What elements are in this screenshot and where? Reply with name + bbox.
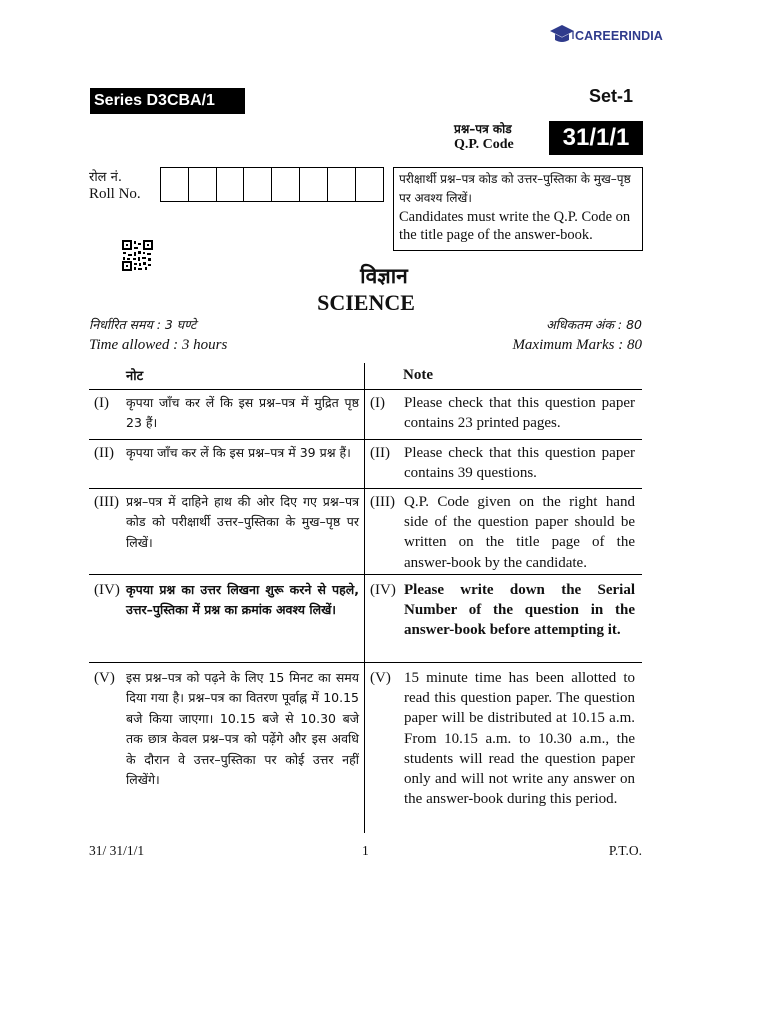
subject-title-hindi: विज्ञान	[360, 264, 408, 288]
note-number: (V)	[370, 670, 391, 686]
time-allowed-hindi: निर्धारित समय : 3 घण्टे	[89, 317, 197, 332]
note-number: (IV)	[370, 582, 396, 598]
row-divider	[89, 662, 642, 663]
roll-label-hindi: रोल नं.	[89, 170, 122, 185]
roll-number-digit-box	[272, 168, 300, 201]
logo-text: CAREERINDIA	[575, 29, 663, 43]
note-text-english: Please check that this question paper contains 23 printed pages.	[404, 395, 635, 432]
note-text-hindi: कृपया जाँच कर लें कि इस प्रश्न–पत्र में 39 प्रश्न हैं।	[126, 445, 351, 460]
qp-code-label-english: Q.P. Code	[454, 137, 514, 152]
note-text-hindi: प्रश्न–पत्र में दाहिने हाथ की ओर दिए गए प्रश्न–पत्र कोड को परीक्षार्थी उत्तर–पुस्तिका के मुख–पृष्ठ पर लिखें।	[126, 494, 359, 550]
qp-code-value: 31/1/1	[549, 121, 643, 155]
note-text-english: Q.P. Code given on the right hand side of the question paper should be written on the title page of the answer-book by the candidate.	[404, 494, 635, 571]
row-divider	[89, 574, 642, 575]
note-number: (III)	[370, 494, 395, 510]
series-label: Series D3CBA/1	[90, 88, 245, 114]
notes-column-divider	[364, 363, 365, 833]
note-text-english: Please check that this question paper contains 39 questions.	[404, 445, 635, 482]
roll-number-digit-box	[161, 168, 189, 201]
page-number: 1	[362, 843, 369, 858]
time-allowed-english: Time allowed : 3 hours	[89, 337, 228, 353]
note-number: (V)	[94, 670, 115, 686]
note-text-hindi: इस प्रश्न–पत्र को पढ़ने के लिए 15 मिनट का समय दिया गया है। प्रश्न–पत्र का वितरण पूर्वाह्न में 10.15 बजे किया जाएगा। 10.15 बजे से 10.30 बजे तक छात्र केवल प्रश्न–पत्र को पढ़ेंगे और इस अवधि के दौरान वे उत्तर–पुस्तिका पर कोई उत्तर नहीं लिखेंगे।	[126, 670, 359, 788]
note-heading-english: Note	[403, 367, 433, 383]
careerindia-logo	[549, 22, 664, 48]
footer-paper-code: 31/ 31/1/1	[89, 843, 145, 858]
note-number: (II)	[370, 445, 390, 461]
qp-code-instruction-box	[393, 167, 643, 251]
qp-code-label-hindi: प्रश्न–पत्र कोड	[454, 122, 512, 136]
note-text-english: 15 minute time has been allotted to read this question paper. The question paper will be distributed at 10.15 a.m. From 10.15 a.m. to 10.30 a.m., the students will read the question paper only and will not write any answer on the answer-book during this period.	[404, 670, 635, 808]
instruction-hindi: परीक्षार्थी प्रश्न–पत्र कोड को उत्तर–पुस्तिका के मुख–पृष्ठ पर अवश्य लिखें।	[399, 172, 631, 205]
note-number: (I)	[94, 395, 109, 411]
roll-number-digit-box	[244, 168, 272, 201]
roll-number-digit-box	[300, 168, 328, 201]
please-turn-over: P.T.O.	[608, 843, 642, 858]
maximum-marks-english: Maximum Marks : 80	[512, 337, 642, 353]
note-number: (II)	[94, 445, 114, 461]
row-divider	[89, 439, 642, 440]
subject-title-english: SCIENCE	[317, 290, 415, 315]
roll-label-english: Roll No.	[89, 186, 141, 202]
note-number: (IV)	[94, 582, 120, 598]
roll-number-digit-box	[356, 168, 384, 201]
note-text-hindi: कृपया जाँच कर लें कि इस प्रश्न–पत्र में मुद्रित पृष्ठ 23 हैं।	[126, 395, 359, 431]
note-number: (III)	[94, 494, 119, 510]
set-label: Set-1	[589, 86, 634, 106]
instruction-english: Candidates must write the Q.P. Code on the title page of the answer-book.	[399, 209, 631, 243]
roll-number-digit-box	[328, 168, 356, 201]
roll-number-digit-box	[217, 168, 245, 201]
maximum-marks-hindi: अधिकतम अंक : 80	[546, 317, 642, 332]
roll-number-boxes	[160, 167, 384, 202]
roll-number-digit-box	[189, 168, 217, 201]
note-heading-hindi: नोट	[126, 369, 144, 384]
row-divider	[89, 389, 642, 390]
graduation-cap-icon	[549, 22, 577, 48]
note-text-hindi: कृपया प्रश्न का उत्तर लिखना शुरू करने से पहले, उत्तर–पुस्तिका में प्रश्न का क्रमांक अवश्य लिखें।	[126, 582, 359, 618]
note-text-english: Please write down the Serial Number of the question in the answer-book before attempting it.	[404, 582, 635, 639]
row-divider	[89, 488, 642, 489]
note-number: (I)	[370, 395, 385, 411]
